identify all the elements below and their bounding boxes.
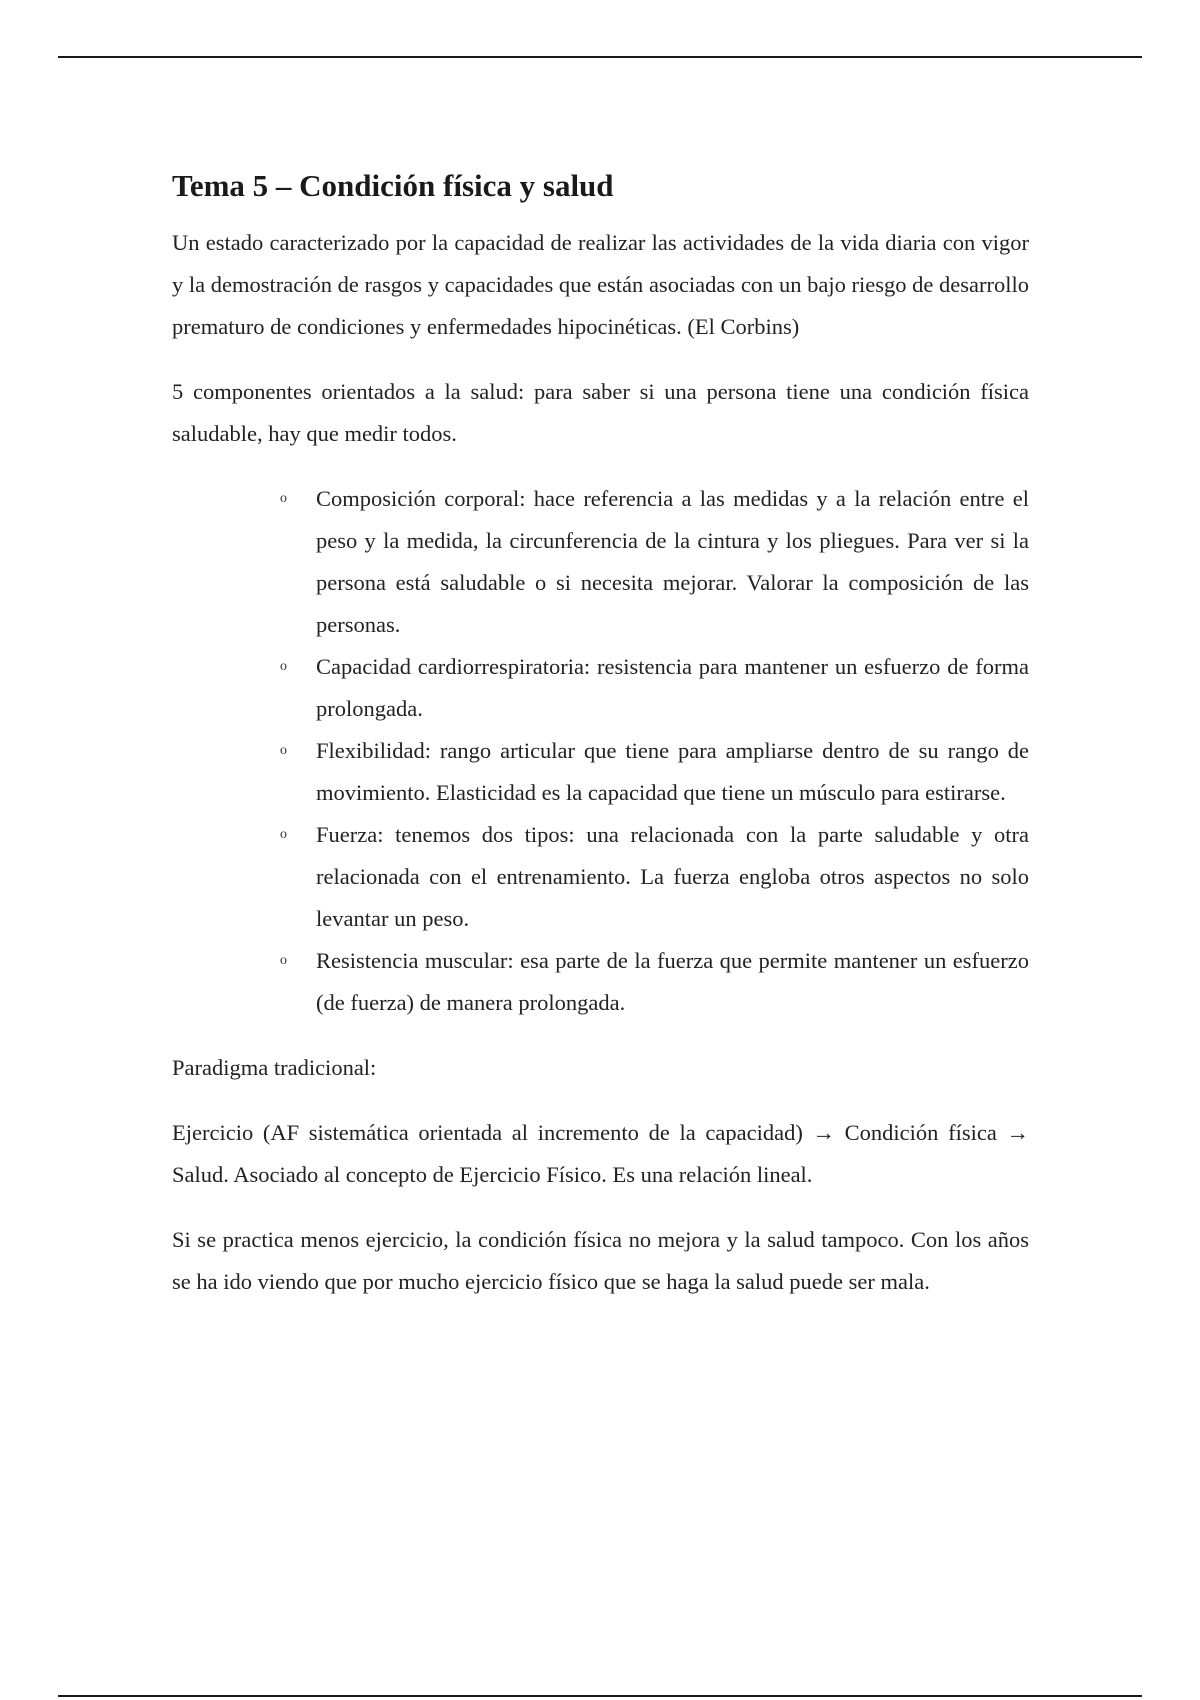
list-item xyxy=(280,940,1029,1024)
list-item xyxy=(280,646,1029,730)
page-content xyxy=(172,162,1029,1326)
closing-paragraph: Si se practica menos ejercicio, la condición física no mejora y la salud tampoco. Con los años se ha ido viendo que por mucho ejercicio físico que se haga la salud puede ser mala. xyxy=(172,1227,1029,1294)
list-item xyxy=(280,814,1029,940)
list-item-text: Flexibilidad: rango articular que tiene para ampliarse dentro de su rango de movimiento. Elasticidad es la capacidad que tiene un músculo para estirarse. xyxy=(316,738,1029,805)
list-item xyxy=(280,478,1029,646)
list-item-text: Resistencia muscular: esa parte de la fuerza que permite mantener un esfuerzo (de fuerza) de manera prolongada. xyxy=(316,948,1029,1015)
list-item xyxy=(280,730,1029,814)
bullet-circle-icon: o xyxy=(280,491,287,506)
paradigm-heading: Paradigma tradicional: xyxy=(172,1055,377,1080)
bullet-circle-icon: o xyxy=(280,743,287,758)
paradigm-paragraph: Ejercicio (AF sistemática orientada al incremento de la capacidad) → Condición física → Salud. Asociado al concepto de Ejercicio Físico. Es una relación lineal. xyxy=(172,1120,1029,1187)
list-item-text: Composición corporal: hace referencia a las medidas y a la relación entre el peso y la medida, la circunferencia de la cintura y los pliegues. Para ver si la persona está saludable o si necesita mejorar. Valorar la composición de las personas. xyxy=(316,486,1029,637)
components-list xyxy=(172,478,1029,1024)
bullet-circle-icon: o xyxy=(280,659,287,674)
list-item-text: Fuerza: tenemos dos tipos: una relacionada con la parte saludable y otra relacionada con el entrenamiento. La fuerza engloba otros aspectos no solo levantar un peso. xyxy=(316,822,1029,931)
definition-paragraph: Un estado caracterizado por la capacidad de realizar las actividades de la vida diaria con vigor y la demostración de rasgos y capacidades que están asociadas con un bajo riesgo de desarrollo prematuro de condiciones y enfermedades hipocinéticas. (El Corbins) xyxy=(172,230,1029,339)
page-title: Tema 5 – Condición física y salud xyxy=(172,168,614,203)
components-intro-paragraph: 5 componentes orientados a la salud: para saber si una persona tiene una condición física saludable, hay que medir todos. xyxy=(172,379,1029,446)
footer-rule xyxy=(58,1695,1142,1697)
bullet-circle-icon: o xyxy=(280,953,287,968)
list-item-text: Capacidad cardiorrespiratoria: resistencia para mantener un esfuerzo de forma prolongada. xyxy=(316,654,1029,721)
header-rule xyxy=(58,56,1142,58)
bullet-circle-icon: o xyxy=(280,827,287,842)
